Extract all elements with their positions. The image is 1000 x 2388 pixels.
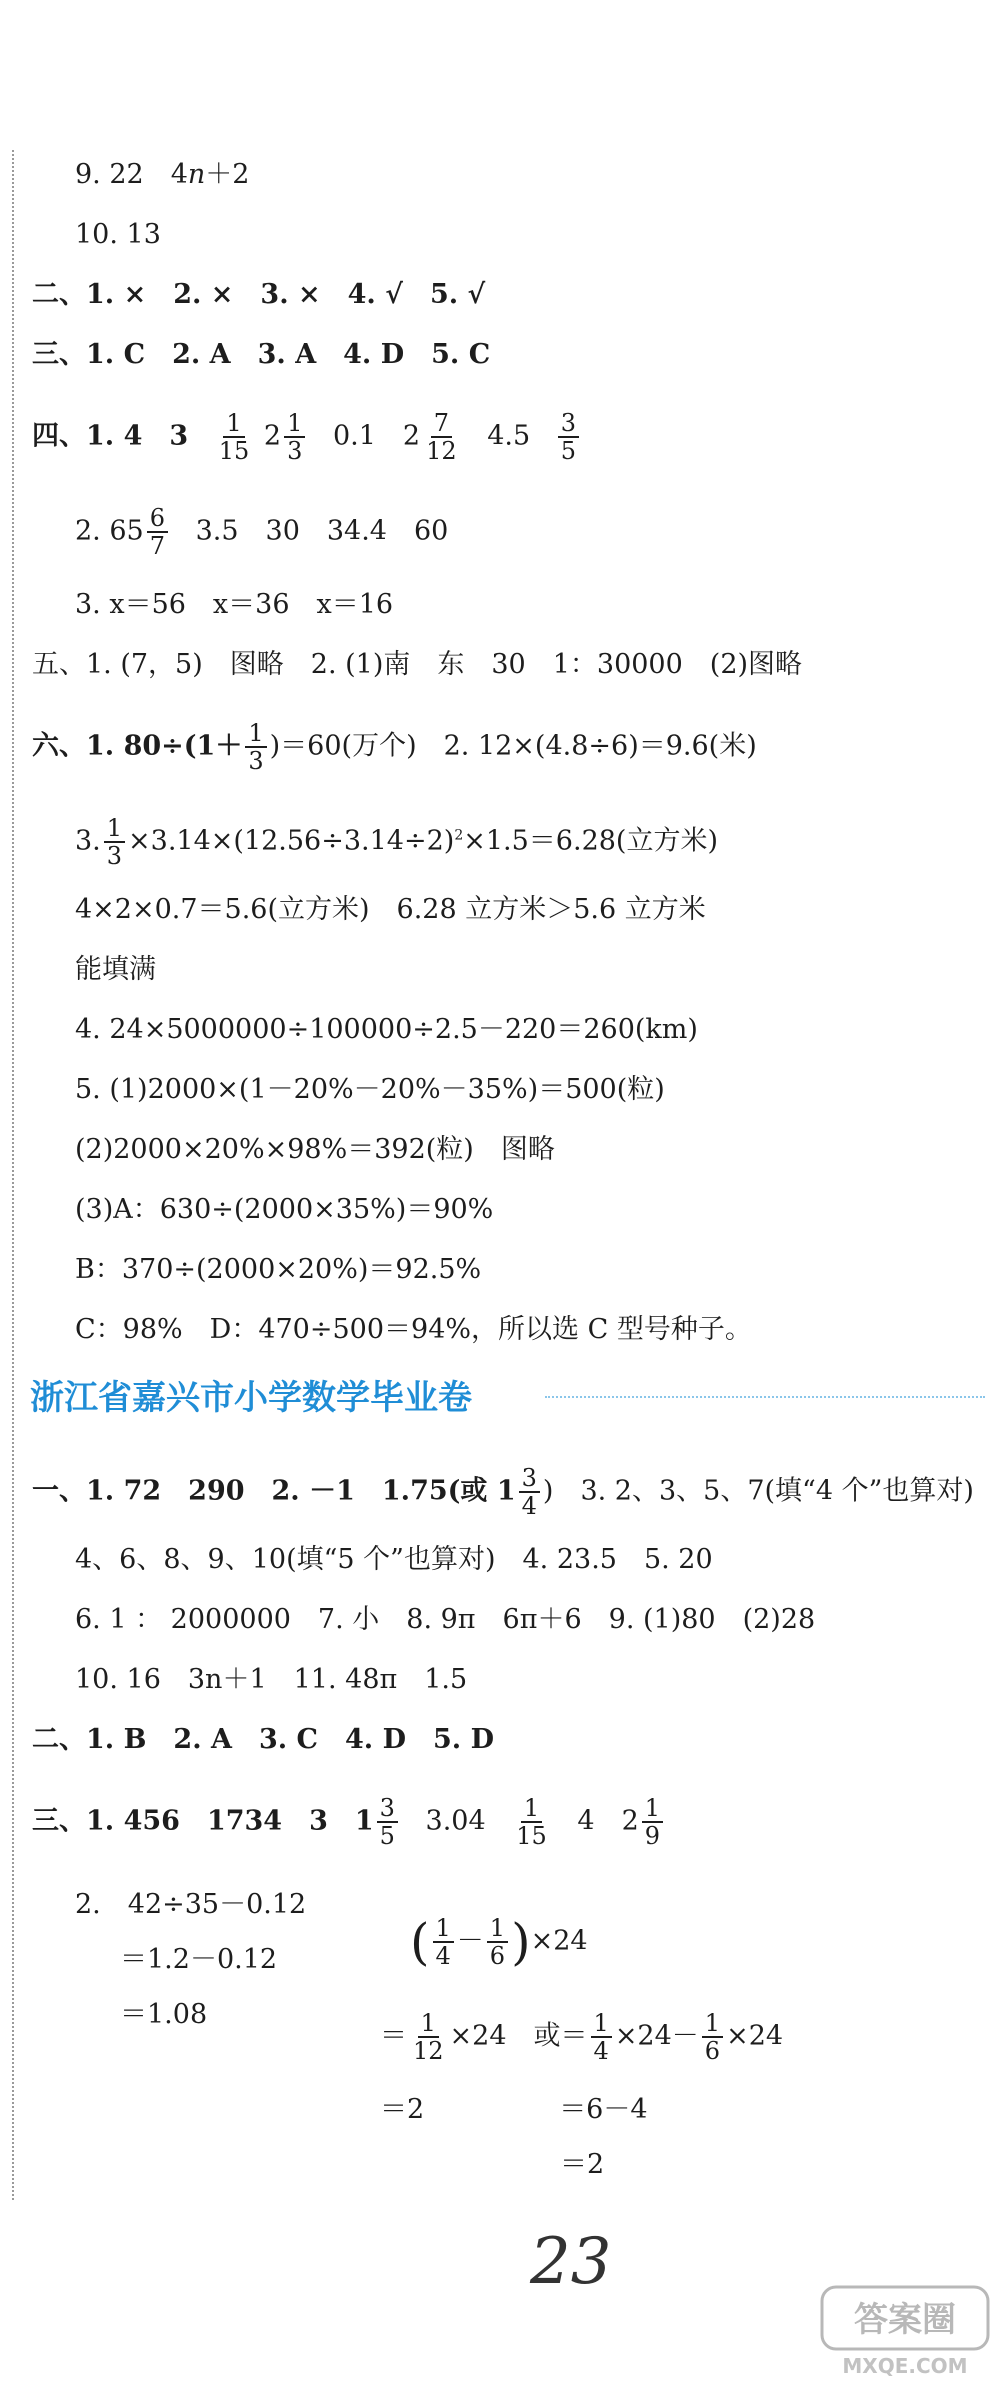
fraction: $\frac{1}{15}$ <box>218 409 250 465</box>
answer-line: C：98% D：470÷500＝94%，所以选 C 型号种子。 <box>75 1314 752 1345</box>
answer-line: 3. $\frac{1}{3}$ $\times 3.14\times(12.56\div 3.14\div 2)^2\times 1.5=6.28$(立方米) <box>75 814 718 870</box>
fraction: $\frac{1}{4}$ <box>591 2010 612 2064</box>
answer-line: 9. 22 4n＋2 <box>75 159 250 190</box>
svg-text:答案圈: 答案圈 <box>854 2300 956 2340</box>
answer-line: (3)A：630÷(2000×35%)＝90% <box>75 1194 494 1225</box>
answer-line: 一、1. 72 290 2. －1 1.75(或 1 $\frac{3}{4}$ ) 3. 2、3、5、7(填“4 个”也算对) <box>32 1464 974 1520</box>
answer-line: B：370÷(2000×20%)＝92.5% <box>75 1254 482 1285</box>
calc-line: ＝1.08 <box>120 1999 208 2030</box>
answer-line: 6. 1 ： 2000000 7. 小 8. 9π 6π＋6 9. (1)80 (2)28 <box>75 1604 816 1635</box>
calc-line: ＝2 <box>560 2149 605 2180</box>
answer-line: 三、1. 456 1734 3 1 $\frac{3}{5}$ 3.04 $\frac{1}{15}$ 4 2 $\frac{1}{9}$ <box>32 1795 666 1849</box>
fraction: $\frac{3}{5}$ <box>558 410 579 464</box>
answer-line: 三、1. C 2. A 3. A 4. D 5. C <box>32 339 491 370</box>
answer-line: 六、1. 80÷(1＋ $\frac{1}{3}$ )＝60(万个) 2. 12×(4.8÷6)＝9.6(米) <box>32 719 757 775</box>
answer-line: 2. 65 $\frac{6}{7}$ 3.5 30 34.4 60 <box>75 504 449 560</box>
answer-line: 4×2×0.7＝5.6(立方米) 6.28 立方米＞5.6 立方米 <box>75 894 706 925</box>
answer-line: 10. 13 <box>75 219 161 250</box>
calc-line: 2. 42÷35－0.12 <box>75 1889 307 1920</box>
calc-line: ＝1.2－0.12 <box>120 1944 278 1975</box>
answer-line: 二、1. B 2. A 3. C 4. D 5. D <box>32 1724 495 1755</box>
answer-line: (2)2000×20%×98%＝392(粒) 图略 <box>75 1134 555 1165</box>
fraction: $\frac{7}{12}$ <box>426 409 457 465</box>
answer-line: 五、1. (7，5) 图略 2. (1)南 东 30 1：30000 (2)图略 <box>32 649 803 680</box>
fraction: $\frac{1}{12}$ <box>413 2009 444 2065</box>
calc-line: ( $\frac{1}{4}$ － $\frac{1}{6}$ )×24 <box>410 1913 588 1971</box>
section-title: 浙江省嘉兴市小学数学毕业卷 <box>30 1378 472 1418</box>
fraction: $\frac{1}{15}$ <box>516 1794 547 1850</box>
answer-line: 3. x＝56 x＝36 x＝16 <box>75 589 394 620</box>
answer-line: 4、6、8、9、10(填“5 个”也算对) 4. 23.5 5. 20 <box>75 1544 713 1575</box>
answer-line: 二、1. × 2. × 3. × 4. √ 5. √ <box>32 279 486 310</box>
fraction: $\frac{1}{9}$ <box>642 1795 663 1849</box>
fraction: $\frac{1}{3}$ <box>284 410 305 464</box>
binding-margin-line <box>12 150 14 2200</box>
fraction: $\frac{1}{6}$ <box>487 1915 508 1969</box>
svg-text:MXQE.COM: MXQE.COM <box>842 2354 968 2378</box>
answer-line: 5. (1)2000×(1－20%－20%－35%)＝500(粒) <box>75 1074 665 1105</box>
answer-line: 能填满 <box>75 954 156 985</box>
watermark-logo <box>820 2285 990 2380</box>
title-divider <box>545 1396 985 1398</box>
answer-line: 四、1. 4 3 $\frac{1}{15}$ 2 $\frac{1}{3}$ 0.1 2 $\frac{7}{12}$ 4.5 $\frac{3}{5}$ <box>32 410 582 464</box>
fraction: $\frac{1}{6}$ <box>702 2010 723 2064</box>
fraction: $\frac{1}{4}$ <box>433 1915 454 1969</box>
fraction: $\frac{3}{4}$ <box>519 1465 540 1519</box>
fraction: $\frac{3}{5}$ <box>377 1795 398 1849</box>
answer-line: 10. 16 3n＋1 11. 48π 1.5 <box>75 1664 468 1695</box>
answer-line: 4. 24×5000000÷100000÷2.5－220＝260(km) <box>75 1014 698 1045</box>
calc-line: ＝2 ＝6－4 <box>380 2094 648 2125</box>
fraction: $\frac{1}{3}$ <box>245 720 266 774</box>
fraction: $\frac{6}{7}$ <box>147 505 168 559</box>
handwritten-page-number: 23 <box>530 2225 612 2299</box>
calc-line: ＝ $\frac{1}{12}$ ×24 或＝ $\frac{1}{4}$ ×24－ $\frac{1}{6}$ ×24 <box>380 2009 784 2065</box>
fraction: $\frac{1}{3}$ <box>104 815 125 869</box>
